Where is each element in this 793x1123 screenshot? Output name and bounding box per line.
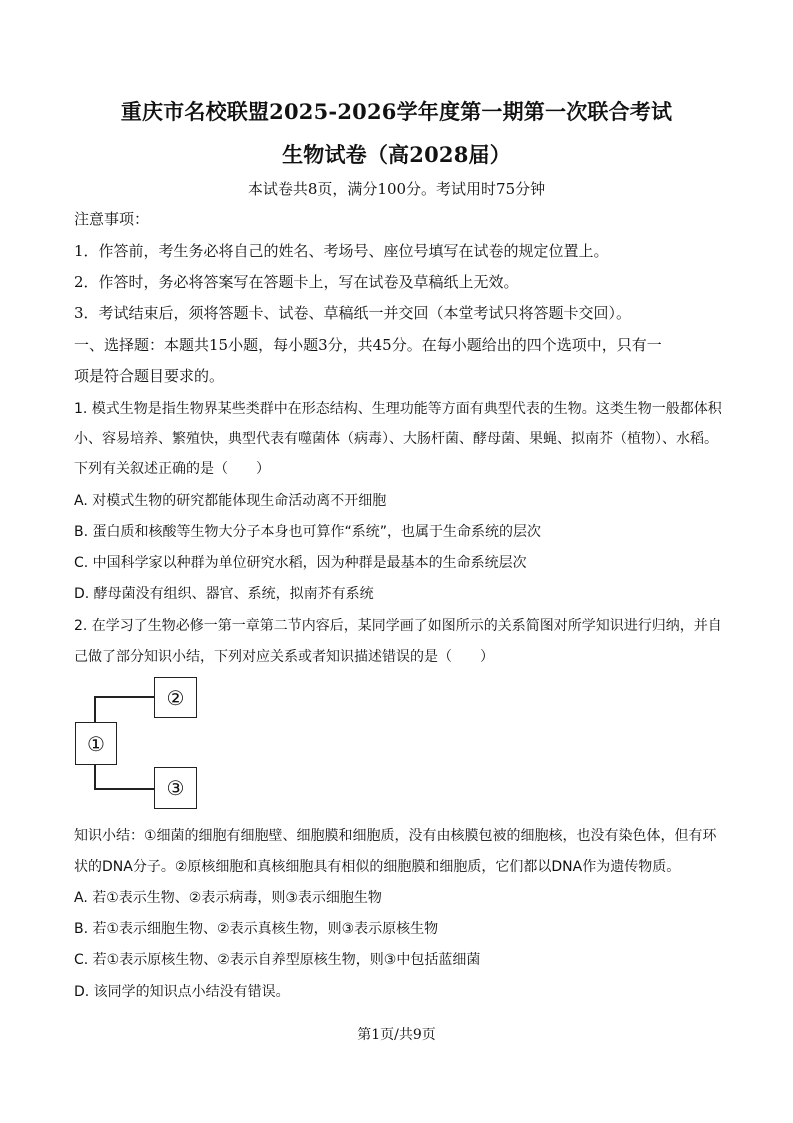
question-2-option-d: D. 该同学的知识点小结没有错误。: [74, 984, 290, 1000]
question-1-option-b: B. 蛋白质和核酸等生物大分子本身也可算作“系统”，也属于生命系统的层次: [74, 524, 542, 540]
page-number: 第1页/共9页: [357, 1027, 436, 1043]
diagram-box-3: ③: [154, 767, 197, 809]
diagram-box-1: ①: [75, 722, 117, 765]
diagram-connector: [94, 788, 155, 790]
question-1-option-c: C. 中国科学家以种群为单位研究水稻，因为种群是最基本的生命系统层次: [74, 555, 527, 571]
diagram-connector: [94, 696, 155, 698]
diagram-connector: [94, 696, 96, 722]
notice-item: 2．作答时，务必将答案写在答题卡上，写在试卷及草稿纸上无效。: [74, 273, 519, 291]
notice-item: 1．作答前，考生务必将自己的姓名、考场号、座位号填写在试卷的规定位置上。: [74, 242, 609, 260]
exam-title-line1: 重庆市名校联盟2025-2026学年度第一期第一次联合考试: [120, 99, 673, 124]
question-1-text: 下列有关叙述正确的是（ ）: [74, 461, 270, 477]
exam-info: 本试卷共8页，满分100分。考试用时75分钟: [247, 180, 546, 198]
question-2-option-c: C. 若①表示原核生物、②表示自养型原核生物，则③中包括蓝细菌: [74, 952, 481, 968]
question-1-option-a: A. 对模式生物的研究都能体现生命活动离不开细胞: [74, 493, 387, 509]
question-1-text: 小、容易培养、繁殖快，典型代表有噬菌体（病毒）、大肠杆菌、酵母菌、果蝇、拟南芥（植物）、水稻。: [74, 431, 718, 447]
question-2-text: 己做了部分知识小结，下列对应关系或者知识描述错误的是（ ）: [74, 649, 494, 665]
question-1-text: 1. 模式生物是指生物界某些类群中在形态结构、生理功能等方面有典型代表的生物。这类生物一般都体积: [74, 401, 722, 417]
knowledge-summary: 状的DNA分子。②原核细胞和真核细胞具有相似的细胞膜和细胞质，它们都以DNA作为遗传物质。: [74, 859, 681, 875]
knowledge-summary: 知识小结：①细菌的细胞有细胞壁、细胞膜和细胞质，没有由核膜包被的细胞核，也没有染色体，但有环: [74, 828, 717, 844]
diagram-connector: [94, 765, 96, 789]
diagram-box-2: ②: [154, 677, 197, 718]
section-heading: 一、选择题：本题共15小题，每小题3分，共45分。在每小题给出的四个选项中，只有一: [74, 336, 662, 354]
question-2-option-b: B. 若①表示细胞生物、②表示真核生物，则③表示原核生物: [74, 921, 439, 937]
question-1-option-d: D. 酵母菌没有组织、器官、系统，拟南芥有系统: [74, 586, 374, 602]
notice-heading: 注意事项：: [74, 210, 150, 228]
question-2-text: 2. 在学习了生物必修一第一章第二节内容后，某同学画了如图所示的关系简图对所学知识进行归纳，并自: [74, 618, 722, 634]
notice-item: 3．考试结束后，须将答题卡、试卷、草稿纸一并交回（本堂考试只将答题卡交回）。: [74, 304, 632, 322]
exam-title-line2: 生物试卷（高2028届）: [282, 142, 511, 167]
section-heading-cont: 项是符合题目要求的。: [74, 367, 225, 385]
question-2-option-a: A. 若①表示生物、②表示病毒，则③表示细胞生物: [74, 890, 382, 906]
